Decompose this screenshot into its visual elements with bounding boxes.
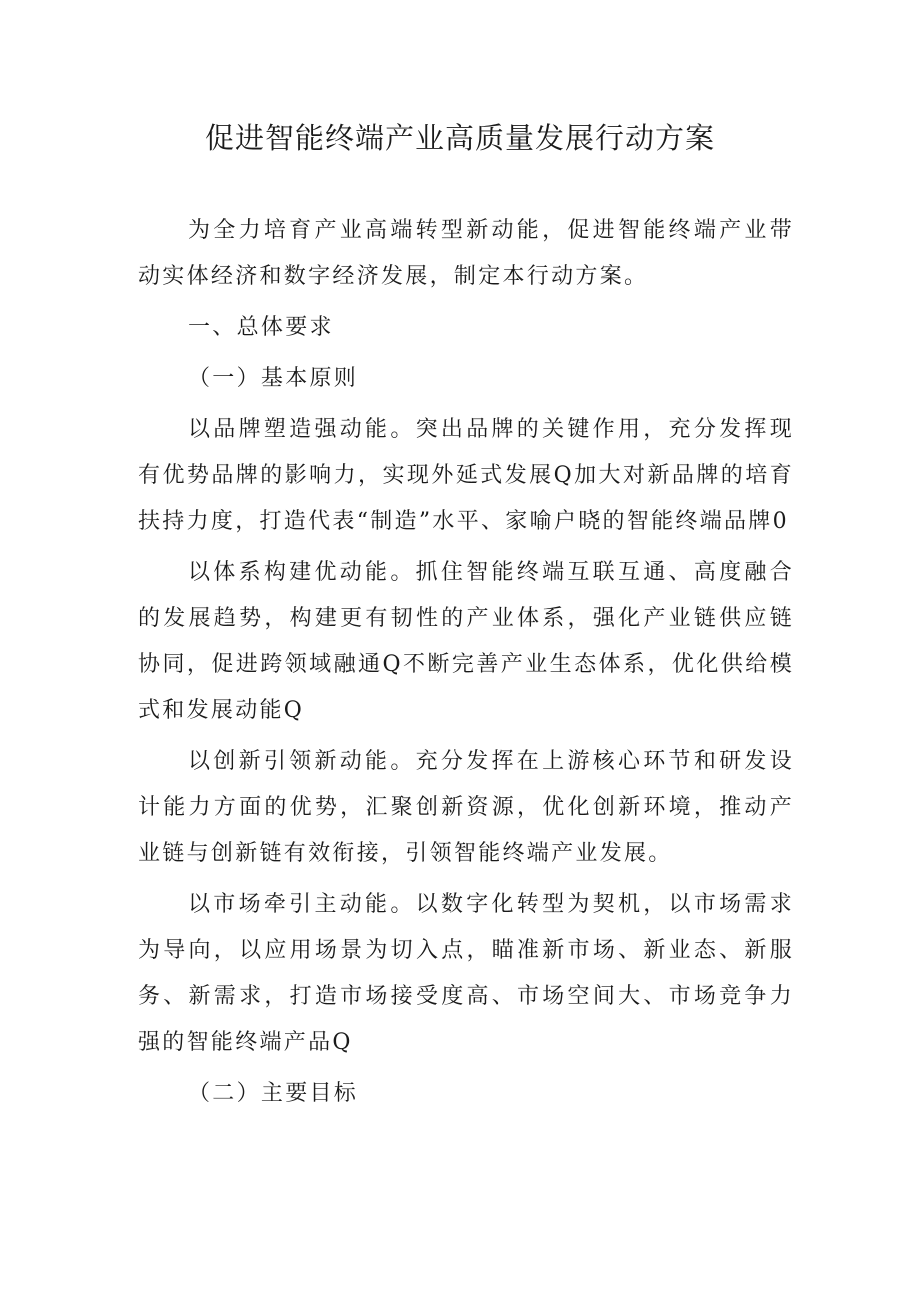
principle-paragraph-innovation: 以创新引领新动能。充分发挥在上游核心环节和研发设计能力方面的优势，汇聚创新资源，优化创新环境，推动产业链与创新链有效衔接，引领智能终端产业发展。	[138, 749, 794, 866]
principle-paragraph-brand: 以品牌塑造强动能。突出品牌的关键作用，充分发挥现有优势品牌的影响力，实现外延式发展Q加大对新品牌的培育扶持力度，打造代表“制造”水平、家喻户晓的智能终端品牌0	[138, 417, 794, 534]
principle-paragraph-market: 以市场牵引主动能。以数字化转型为契机，以市场需求为导向，以应用场景为切入点，瞄准新市场、新业态、新服务、新需求，打造市场接受度高、市场空间大、市场竞争力强的智能终端产品Q	[138, 892, 794, 1055]
document-title: 促进智能终端产业高质量发展行动方案	[204, 121, 715, 155]
document-body	[138, 208, 794, 1117]
intro-paragraph: 为全力培育产业高端转型新动能，促进智能终端产业带动实体经济和数字经济发展，制定本行动方案。	[138, 218, 794, 289]
subsection-heading-main-goals: （二）主要目标	[188, 1081, 359, 1106]
subsection-heading-basic-principles: （一）基本原则	[188, 366, 359, 391]
principle-paragraph-system: 以体系构建优动能。抓住智能终端互联互通、高度融合的发展趋势，构建更有韧性的产业体系，强化产业链供应链协同，促进跨领域融通Q不断完善产业生态体系，优化供给模式和发展动能Q	[138, 560, 794, 723]
section-heading-general-requirements: 一、总体要求	[188, 315, 334, 340]
